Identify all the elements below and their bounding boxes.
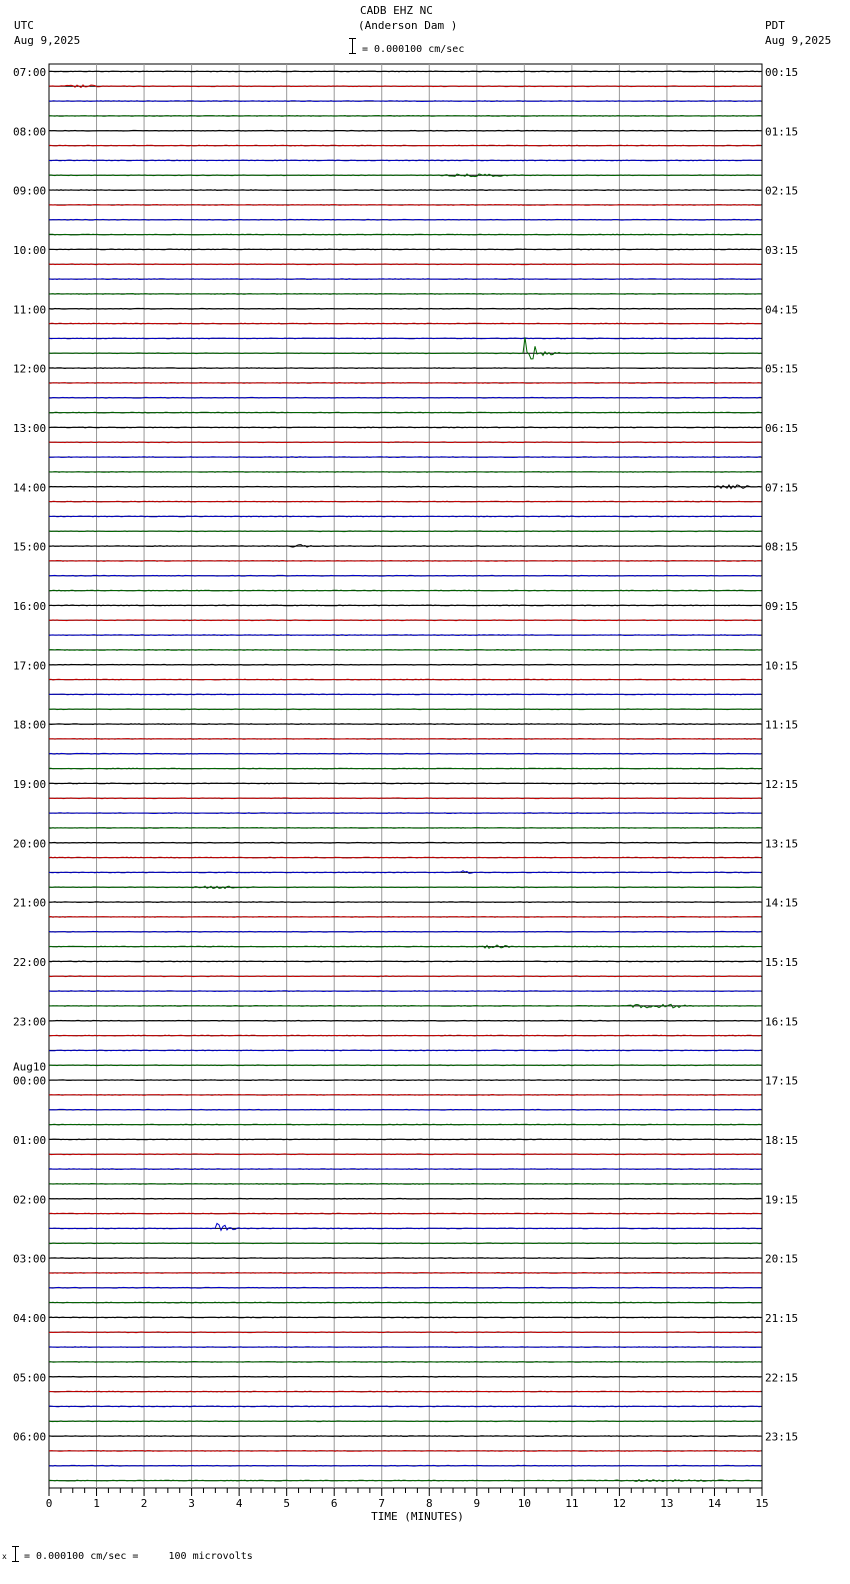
right-hour-label: 13:15 [765,837,799,851]
trace-7 [49,174,761,177]
x-tick-label: 7 [378,1497,386,1510]
left-hour-label: 16:00 [13,600,47,613]
x-tick-label: 11 [565,1497,579,1510]
x-tick-label: 1 [93,1497,100,1510]
trace-72 [49,1139,761,1140]
right-hour-label: 12:15 [765,778,799,791]
trace-78 [49,1223,761,1230]
trace-79 [49,1243,761,1244]
footer-prefix: x [2,1552,7,1561]
left-hour-label: 19:00 [13,778,47,791]
left-hour-label: 20:00 [13,837,47,851]
trace-54 [49,871,761,874]
footer-scale-text: = 0.000100 cm/sec = 100 microvolts [24,1551,253,1562]
right-timezone: PDT [765,19,785,32]
station-site: (Anderson Dam ) [358,19,458,32]
left-hour-label: 02:00 [13,1193,47,1207]
trace-19 [49,337,761,359]
trace-61 [49,976,761,977]
trace-32 [49,545,761,548]
x-tick-label: 10 [517,1497,531,1510]
left-hour-label: 08:00 [13,125,47,139]
left-hour-label: 10:00 [13,244,47,257]
left-hour-label: 04:00 [13,1312,47,1325]
trace-0 [49,71,761,72]
right-hour-label: 07:15 [765,481,799,495]
trace-3 [49,116,761,117]
trace-91 [49,1421,761,1422]
left-hour-label: 07:00 [13,66,47,79]
trace-31 [49,531,761,532]
scale-text: = 0.000100 cm/sec [362,44,465,55]
right-hour-label: 14:15 [765,896,799,910]
right-hour-label: 21:15 [765,1312,799,1325]
right-hour-label: 02:15 [765,184,799,198]
left-hour-label: 18:00 [13,718,47,732]
trace-89 [49,1391,761,1392]
trace-73 [49,1154,761,1155]
trace-55 [49,886,761,888]
trace-1 [49,85,761,88]
trace-6 [49,160,761,161]
trace-52 [49,842,761,843]
trace-40 [49,664,761,665]
footer-scale-bar-icon [12,1546,19,1562]
trace-64 [49,1020,761,1021]
trace-94 [49,1465,761,1466]
trace-95 [49,1480,761,1482]
left-hour-label: 21:00 [13,896,47,910]
station-title: CADB EHZ NC [360,4,433,17]
left-hour-label: 01:00 [13,1134,47,1147]
trace-29 [49,501,761,502]
x-tick-label: 3 [188,1497,195,1510]
left-hour-label: 22:00 [13,956,47,969]
left-hour-label: 09:00 [13,184,47,198]
right-hour-label: 22:15 [765,1371,799,1385]
left-hour-label: 15:00 [13,540,47,554]
trace-34 [49,575,761,576]
right-hour-label: 11:15 [765,718,799,732]
trace-88 [49,1376,761,1377]
trace-18 [49,338,761,339]
right-hour-label: 16:15 [765,1015,799,1029]
left-hour-label: 12:00 [13,362,47,376]
right-hour-label: 10:15 [765,659,799,673]
left-hour-label: 13:00 [13,422,47,435]
trace-74 [49,1169,761,1170]
x-tick-label: 4 [235,1497,243,1510]
x-tick-label: 15 [755,1497,769,1510]
left-hour-label: 11:00 [13,303,47,317]
left-hour-label: 17:00 [13,659,47,673]
trace-20 [49,368,761,369]
x-tick-label: 14 [707,1497,722,1510]
x-tick-label: 9 [473,1497,481,1510]
right-hour-label: 19:15 [765,1193,799,1207]
trace-33 [49,561,761,562]
trace-90 [49,1406,761,1407]
x-tick-label: 6 [330,1497,338,1510]
trace-41 [49,679,761,680]
trace-56 [49,902,761,903]
x-tick-label: 0 [45,1497,53,1510]
trace-35 [49,590,761,591]
right-hour-label: 18:15 [765,1134,799,1147]
right-hour-label: 05:15 [765,362,799,376]
right-hour-label: 17:15 [765,1074,799,1088]
trace-66 [49,1050,761,1051]
right-hour-label: 08:15 [765,540,799,554]
plot-frame [49,64,762,1488]
left-hour-label: 00:00 [13,1074,47,1088]
trace-23 [49,412,761,413]
left-hour-label: 03:00 [13,1252,47,1266]
x-tick-label: 5 [283,1497,290,1510]
left-hour-label: 05:00 [13,1371,47,1385]
trace-59 [49,945,761,948]
left-hour-label: 23:00 [13,1015,47,1029]
trace-62 [49,991,761,992]
right-date: Aug 9,2025 [765,34,832,47]
trace-36 [49,605,761,606]
x-tick-label: 12 [612,1497,627,1510]
trace-77 [49,1213,761,1214]
right-hour-label: 20:15 [765,1252,799,1266]
right-hour-label: 15:15 [765,956,799,969]
trace-24 [49,427,761,428]
trace-37 [49,620,761,621]
left-date: Aug 9,2025 [14,34,81,47]
right-hour-label: 01:15 [765,125,799,139]
trace-45 [49,739,761,740]
x-tick-label: 2 [140,1497,148,1510]
right-hour-label: 09:15 [765,600,799,613]
trace-28 [49,485,761,489]
left-hour-label: 06:00 [13,1430,47,1444]
left-timezone: UTC [14,19,34,32]
x-tick-label: 8 [425,1497,433,1510]
trace-92 [49,1436,761,1437]
x-axis-label: TIME (MINUTES) [371,1510,464,1523]
trace-22 [49,397,761,398]
trace-43 [49,709,761,710]
right-hour-label: 04:15 [765,303,799,317]
left-hour-label: 14:00 [13,481,47,495]
date-change-label: Aug10 [13,1060,47,1074]
right-hour-label: 03:15 [765,244,799,257]
right-hour-label: 23:15 [765,1430,799,1444]
right-hour-label: 06:15 [765,422,799,435]
right-hour-label: 00:15 [765,66,799,79]
trace-58 [49,931,761,932]
x-tick-label: 13 [660,1497,674,1510]
